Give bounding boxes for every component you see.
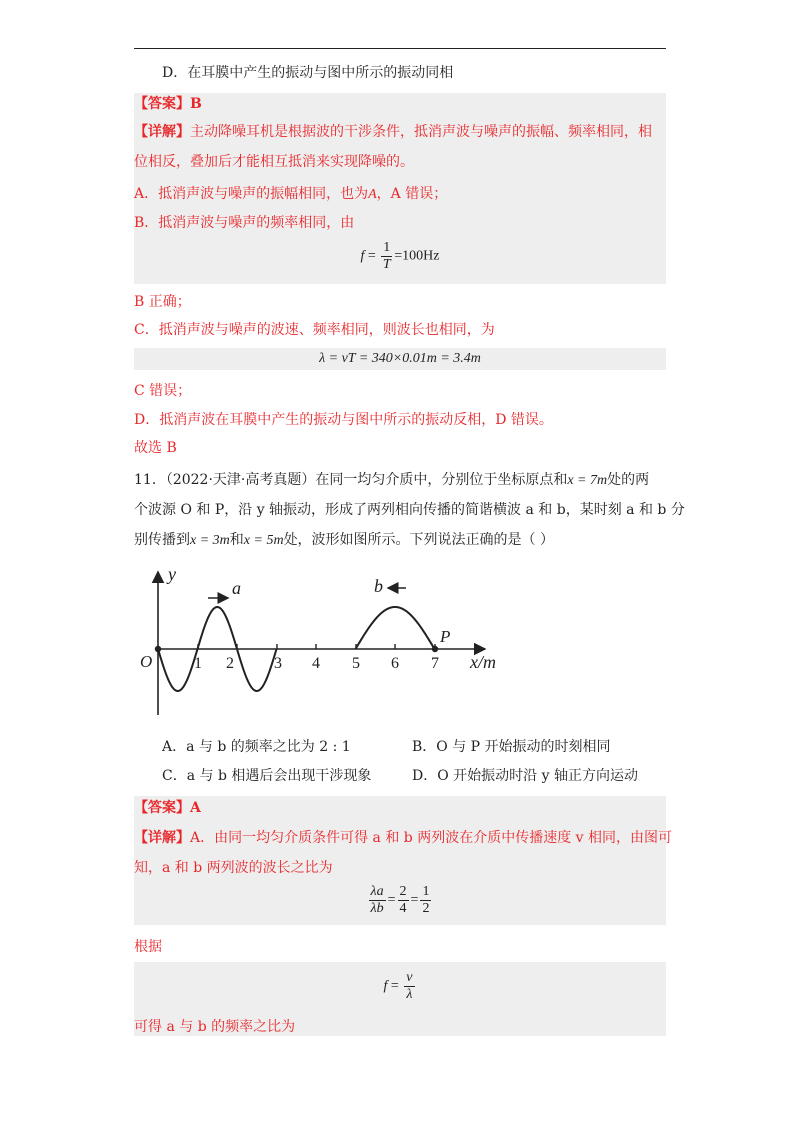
f-lhs: f [383,978,388,994]
detail-label: 【详解】 [134,124,190,140]
origin-dot [155,646,161,652]
formula-frequency: f = $\frac{1}{T}$ =100Hz [360,240,440,272]
ratio-fraction [369,884,386,917]
q11-line1-math: x = 7m [567,473,608,488]
analysis-c: C．抵消声波与噪声的波速、频率相同，则波长也相同，为 [134,322,495,338]
q11-line-2: 个波源 O 和 P，沿 y 轴振动，形成了两列相向传播的简谐横波 a 和 b，某时刻 a 和 b 分 [134,502,685,518]
q11-line3-m1: x = 3m [190,533,230,548]
option-c: C．a 与 b 相遇后会出现干涉现象 [162,768,372,784]
option-b: B．O 与 P 开始振动的时刻相同 [412,739,611,755]
detail11-line-2: 知，a 和 b 两列波的波长之比为 [134,860,333,876]
origin-label: O [140,652,153,671]
f-den: λ [406,987,413,1002]
b-correct: B 正确； [134,294,191,310]
ratio-mid [398,884,409,917]
analysis-d: D．抵消声波在耳膜中产生的振动与图中所示的振动反相，D 错误。 [134,412,553,428]
formula-wavelength: λ = vT = 340×0.01m = 3.4m [319,351,481,366]
wave-b-curve [356,607,435,649]
p-label: P [440,627,451,646]
analysis-b: B．抵消声波与噪声的频率相同，由 [134,215,355,231]
ratio-den: λb [370,901,384,916]
detail-text-1: 主动降噪耳机是根据波的干涉条件，抵消声波与噪声的振幅、频率相同，相 [190,124,652,140]
ratio-text: 可得 a 与 b 的频率之比为 [134,1019,296,1035]
ratio-mid-den: 4 [399,901,407,916]
analysis-a-pre: A．抵消声波与噪声的振幅相同，也为 [134,186,369,202]
wave-figure [140,560,520,725]
detail-line-2: 位相反，叠加后才能相互抵消来实现降噪的。 [134,154,414,170]
tick-1: 1 [194,655,202,672]
q11-line3-pre: 别传播到 [134,532,190,548]
formula1-den: T [382,257,391,272]
detail11-line-1 [134,828,672,848]
detail11-text-1: A．由同一均匀介质条件可得 a 和 b 两列波在介质中传播速度 v 相同，由图可 [190,830,673,846]
formula1-num: 1 [383,240,391,255]
answer11-value: A [190,800,201,816]
answer-value: B [190,96,202,112]
tick-4: 4 [312,655,320,672]
formula-ratio: $\frac{\lambda a}{\lambda b}$ = $\frac{2}{4}$ = $\frac{1}{2}$ [370,884,430,916]
formula1-fraction [381,240,392,273]
analysis-a-var: A [368,187,377,202]
option-d-prev: D．在耳膜中产生的振动与图中所示的振动同相 [162,65,454,81]
choose-line: 故选 B [134,440,177,456]
tick-3: 3 [274,655,282,672]
tick-5: 5 [352,655,360,672]
q11-line1-pre: 11．（2022·天津·高考真题）在同一均匀介质中，分别位于坐标原点和 [134,472,568,488]
ratio-rhs-den: 2 [422,901,430,916]
tick-6: 6 [391,655,399,672]
answer-label: 【答案】 [134,96,190,112]
y-label: y [168,564,176,584]
p-dot [432,646,438,652]
q11-line-3 [134,530,554,551]
q11-line1-post: 处的两 [607,472,650,488]
ratio-num: λa [370,884,384,899]
q11-line3-post: 处，波形如图所示。下列说法正确的是（ ） [283,532,555,548]
wave-b-label: b [374,576,383,596]
header-rule [134,48,666,49]
analysis-a [134,184,447,205]
ratio-rhs-num: 1 [422,884,430,899]
c-wrong: C 错误； [134,383,192,399]
wave-a-label: a [232,578,241,598]
detail11-label: 【详解】 [134,830,190,846]
formula1-lhs: f [360,248,365,264]
tick-7: 7 [431,655,439,672]
f-num: v [406,970,413,985]
answer-line [134,94,202,114]
q11-line3-m2: x = 5m [243,533,284,548]
formula1-rhs: =100Hz [394,248,440,264]
answer11-label: 【答案】 [134,800,190,816]
ratio-rhs [420,884,431,917]
x-label: x/m [470,652,496,672]
tick-labels [194,655,439,672]
f-fraction [404,970,414,1003]
analysis-a-post: ，A 错误； [376,186,448,202]
detail-line-1 [134,122,652,142]
option-d: D．O 开始振动时沿 y 轴正方向运动 [412,768,638,784]
formula-f: f = $\frac{v}{\lambda}$ [383,970,413,1002]
q11-line-1 [134,470,649,491]
tick-2: 2 [226,655,234,672]
ratio-mid-num: 2 [399,884,407,899]
answer-line-11 [134,798,201,818]
option-a: A．a 与 b 的频率之比为 2 : 1 [162,739,351,755]
q11-line3-mid: 和 [229,532,244,548]
according-line: 根据 [134,939,162,955]
